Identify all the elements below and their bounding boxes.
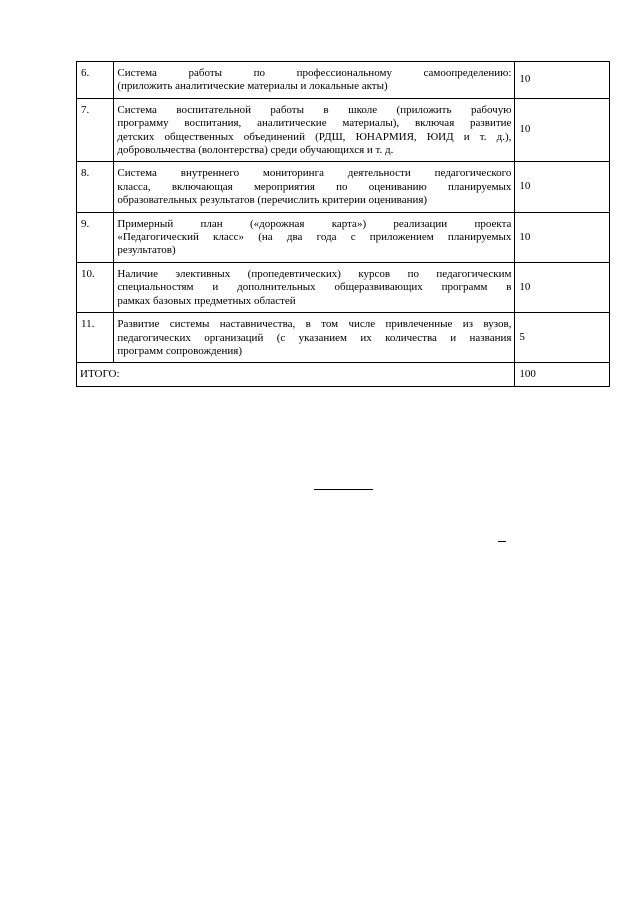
description-line: класса, включающая мероприятия по оцениванию планируемых <box>117 180 512 193</box>
description-line: добровольчества (волонтерства) среди обучающихся и т. д. <box>117 144 394 157</box>
row-number: 8. <box>77 162 114 212</box>
description-line: рамках базовых предметных областей <box>117 294 296 307</box>
row-score: 10 <box>515 98 610 162</box>
row-score: 10 <box>515 262 610 312</box>
description-line: детских общественных объединений (РДШ, ЮНАРМИЯ, ЮИД и т. д.), <box>117 130 512 143</box>
description-line: программ сопровождения) <box>117 344 243 357</box>
description-line: Примерный план («дорожная карта») реализации проекта <box>117 217 512 230</box>
row-score: 10 <box>515 212 610 262</box>
row-description <box>114 62 515 99</box>
description-line: (приложить аналитические материалы и локальные акты) <box>117 80 388 93</box>
row-number: 6. <box>77 62 114 99</box>
criteria-table <box>76 61 610 387</box>
description-line: педагогических организаций (с указанием их количества и названия <box>117 331 512 344</box>
description-line: специальностям и дополнительных общеразвивающих программ в <box>117 281 512 294</box>
table-row <box>77 62 610 99</box>
row-number: 9. <box>77 212 114 262</box>
criteria-table-body <box>77 62 610 363</box>
table-row <box>77 162 610 212</box>
description-line: результатов) <box>117 244 176 257</box>
description-line: Система работы по профессиональному самоопределению: <box>117 67 512 79</box>
row-score: 10 <box>515 62 610 99</box>
row-score: 10 <box>515 162 610 212</box>
row-description <box>114 262 515 312</box>
dash-mark <box>498 541 506 542</box>
table-row <box>77 262 610 312</box>
separator-line <box>314 489 373 490</box>
description-line: программу воспитания, аналитические материалы), включая развитие <box>117 117 512 130</box>
row-description <box>114 98 515 162</box>
total-row <box>77 363 610 387</box>
table-row <box>77 98 610 162</box>
description-line: Система внутреннего мониторинга деятельности педагогического <box>117 167 512 180</box>
description-line: образовательных результатов (перечислить критерии оценивания) <box>117 194 428 207</box>
description-line: Система воспитательной работы в школе (приложить рабочую <box>117 103 512 116</box>
row-score: 5 <box>515 313 610 363</box>
table-row <box>77 212 610 262</box>
description-line: Наличие элективных (пропедевтических) курсов по педагогическим <box>117 267 512 280</box>
row-number: 7. <box>77 98 114 162</box>
row-number: 11. <box>77 313 114 363</box>
description-line: Развитие системы наставничества, в том числе привлеченные из вузов, <box>117 318 512 331</box>
description-line: «Педагогический класс» (на два года с приложением планируемых <box>117 231 512 244</box>
row-description <box>114 313 515 363</box>
total-score: 100 <box>515 363 610 387</box>
row-description <box>114 212 515 262</box>
row-number: 10. <box>77 262 114 312</box>
row-description <box>114 162 515 212</box>
total-label: ИТОГО: <box>77 363 515 387</box>
table-row <box>77 313 610 363</box>
